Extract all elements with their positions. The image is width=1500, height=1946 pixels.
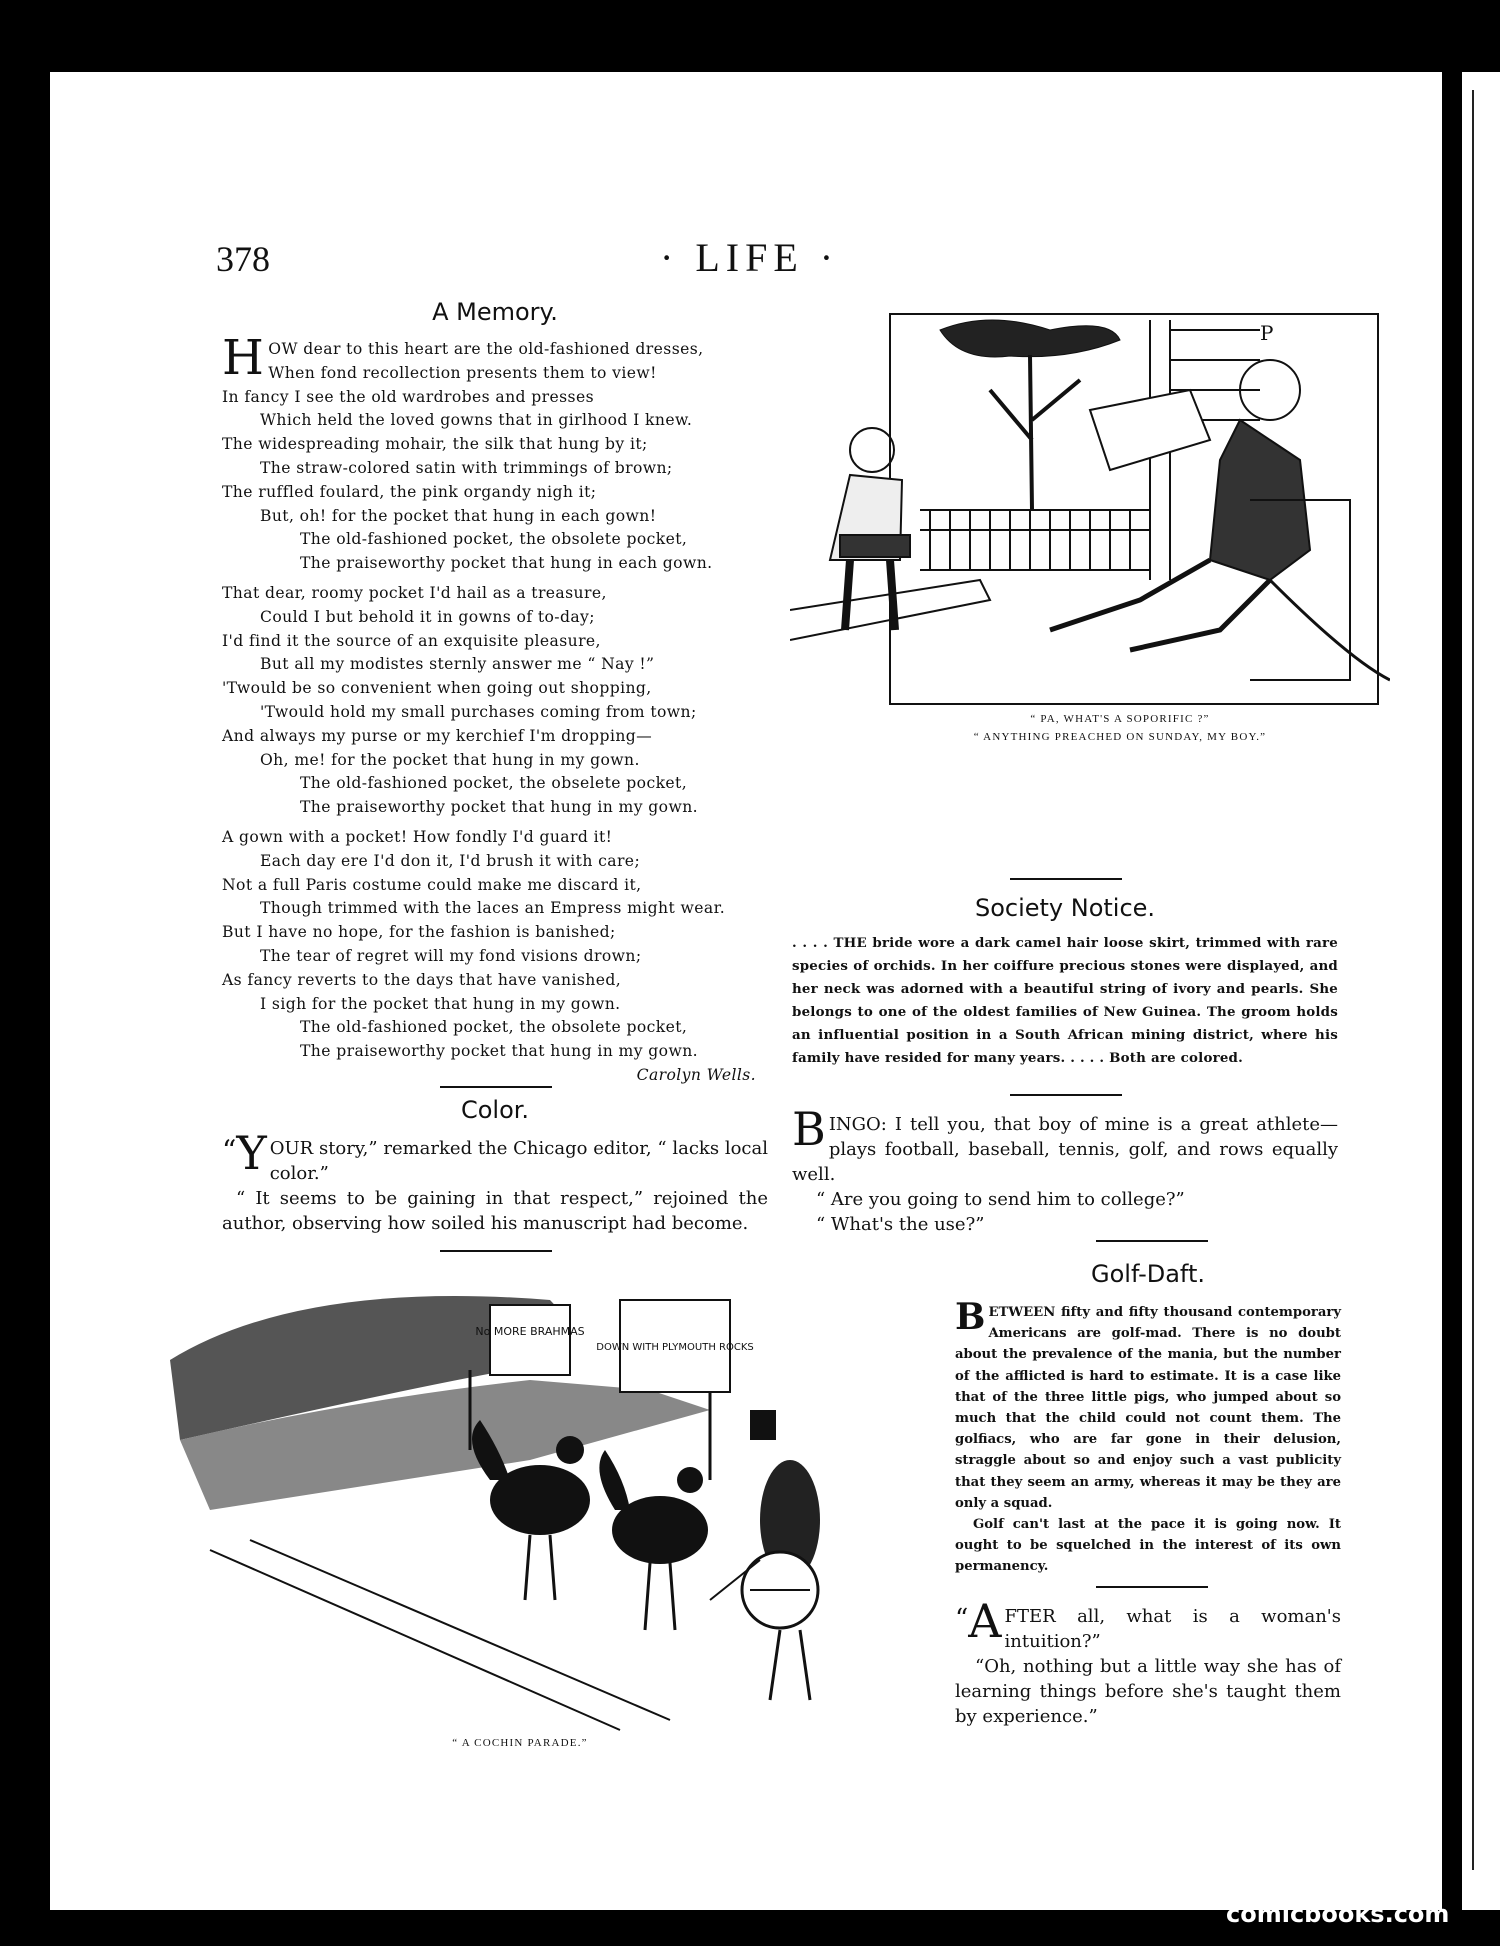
society-title: Society Notice.	[974, 894, 1156, 922]
intuition-text	[955, 1594, 1341, 1729]
poem-line: The praiseworthy pocket that hung in my gown.	[300, 798, 699, 817]
parade-caption: “ A COCHIN PARADE.”	[452, 1737, 588, 1749]
sign-1-text: No MORE BRAHMAS	[475, 1325, 585, 1338]
poem-line: As fancy reverts to the days that have vanished,	[222, 970, 622, 989]
poem-line: Though trimmed with the laces an Empress might wear.	[260, 899, 726, 918]
rooster-icon	[599, 1450, 708, 1630]
sign-plymouth-rocks	[596, 1300, 753, 1480]
color-paragraph-1: “ Y OUR story,” remarked the Chicago editor, “ lacks local color.”	[222, 1126, 768, 1184]
poem-line: That dear, roomy pocket I'd hail as a treasure,	[222, 583, 607, 602]
poem-line: A gown with a pocket! How fondly I'd guard it!	[222, 827, 613, 846]
poem-line: The straw-colored satin with trimmings of brown;	[260, 458, 673, 477]
poem-line: In fancy I see the old wardrobes and presses	[222, 387, 594, 406]
poem-line: The widespreading mohair, the silk that hung by it;	[222, 435, 648, 454]
next-page-edge	[1462, 72, 1500, 1910]
intuition-question: “ A FTER all, what is a woman's intuition?”	[955, 1594, 1341, 1652]
page-gutter-line	[1472, 90, 1474, 1870]
masthead: · LIFE ·	[660, 235, 840, 280]
color-text	[222, 1126, 768, 1236]
sign-2-text: DOWN WITH PLYMOUTH ROCKS	[596, 1342, 754, 1353]
golf-paragraph-2: Golf can't last at the pace it is going now. It ought to be squelched in the interest of its own permanency.	[955, 1517, 1341, 1575]
poem-first-line: H OW dear to this heart are the old-fashioned dresses,	[222, 330, 704, 386]
rocking-chair-man	[1050, 360, 1390, 680]
poem-line: The tear of regret will my fond visions drown;	[260, 946, 642, 965]
poem-line: Which held the loved gowns that in girlhood I knew.	[260, 411, 693, 430]
golf-paragraph-1: B ETWEEN fifty and fifty thousand contemporary Americans are golf-mad. There is no doubt about the prevalence of the mania, but the number of the afflicted is hard to estimate. It is a case like that of the three little pigs, who jumped about so much that the child could not count them. The golfiacs, who are far gone in their delusion, straggle about so and enjoy such a vast publicity that they seem an army, whereas it may be they are only a squad.	[955, 1296, 1341, 1511]
poem-line: But all my modistes sternly answer me “ Nay !”	[260, 655, 655, 674]
poem-line: The old-fashioned pocket, the obsolete pocket,	[300, 530, 688, 549]
color-title: Color.	[460, 1096, 530, 1124]
bingo-dropcap: B	[792, 1102, 826, 1156]
poem-line: 'Twould hold my small purchases coming from town;	[260, 702, 697, 721]
color-dropcap: Y	[236, 1126, 267, 1180]
intuition-answer: “Oh, nothing but a little way she has of learning things before she's taught them by experience.”	[955, 1656, 1341, 1727]
poem-line: The praiseworthy pocket that hung in each gown.	[300, 554, 713, 573]
golf-dropcap: B	[955, 1296, 986, 1338]
bingo-line-2: “ Are you going to send him to college?”	[816, 1189, 1185, 1210]
watermark: comicbooks.com	[1226, 1900, 1450, 1928]
golf-title: Golf-Daft.	[1091, 1260, 1205, 1288]
golf-text	[955, 1296, 1341, 1578]
page-number: 378	[216, 239, 270, 279]
bingo-paragraph-1: B INGO: I tell you, that boy of mine is a great athlete—plays football, baseball, tennis, golf, and rows equally well.	[792, 1102, 1338, 1185]
poem-line: But, oh! for the pocket that hung in each gown!	[260, 506, 657, 525]
poem-line: And always my purse or my kerchief I'm dropping—	[222, 726, 653, 745]
porch-cartoon	[790, 300, 1390, 800]
society-text: . . . . THE bride wore a dark camel hair loose skirt, trimmed with rare species of orchids. In her coiffure precious stones were displayed, and her neck was adorned with a beautiful string of ivory and pearls. She belongs to one of the oldest families of New Guinea. The groom holds an influential position in a South African mining district, where his family have resided for many years. . . . . Both are colored.	[792, 935, 1338, 1066]
poem-line: Not a full Paris costume could make me discard it,	[222, 875, 642, 894]
poem-line: The old-fashioned pocket, the obselete pocket,	[300, 774, 688, 793]
poem-line: When fond recollection presents them to view!	[268, 363, 657, 382]
artist-monogram: P	[1260, 321, 1274, 345]
color-paragraph-2: “ It seems to be gaining in that respect,” rejoined the author, observing how soiled his manuscript had become.	[222, 1188, 768, 1234]
divider	[440, 1086, 552, 1088]
poem-line: I sigh for the pocket that hung in my gown.	[260, 994, 621, 1013]
poem-line: The praiseworthy pocket that hung in my gown.	[300, 1042, 699, 1061]
poem-line: The old-fashioned pocket, the obsolete pocket,	[300, 1018, 688, 1037]
porch-caption-2: “ ANYTHING PREACHED ON SUNDAY, MY BOY.”	[973, 731, 1267, 743]
drummer-rooster-icon	[742, 1410, 820, 1700]
memory-title: A Memory.	[432, 298, 558, 326]
parade-cartoon	[150, 1260, 940, 1760]
poem-signature: Carolyn Wells.	[636, 1065, 756, 1084]
divider	[1096, 1240, 1208, 1242]
bingo-text	[792, 1102, 1338, 1237]
poem-line: But I have no hope, for the fashion is banished;	[222, 923, 616, 942]
poem-line: I'd find it the source of an exquisite pleasure,	[222, 631, 601, 650]
bingo-line-3: “ What's the use?”	[816, 1214, 985, 1235]
poem-dropcap: H	[222, 330, 265, 386]
porch-railing	[920, 510, 1150, 570]
poem-line: The ruffled foulard, the pink organdy nigh it;	[222, 482, 597, 501]
street-curb	[210, 1540, 670, 1730]
divider	[1096, 1586, 1208, 1588]
poem-line: Oh, me! for the pocket that hung in my gown.	[260, 750, 640, 769]
poem-line: 'Twould be so convenient when going out shopping,	[222, 679, 652, 698]
memory-poem	[222, 330, 768, 1088]
divider	[440, 1250, 552, 1252]
intuition-dropcap: A	[968, 1594, 1002, 1648]
poem-line: Could I but behold it in gowns of to-day;	[260, 607, 595, 626]
porch-caption-1: “ PA, WHAT'S A SOPORIFIC ?”	[1030, 713, 1210, 725]
divider	[1010, 878, 1122, 880]
poem-line: Each day ere I'd don it, I'd brush it with care;	[260, 851, 641, 870]
divider	[1010, 1094, 1122, 1096]
